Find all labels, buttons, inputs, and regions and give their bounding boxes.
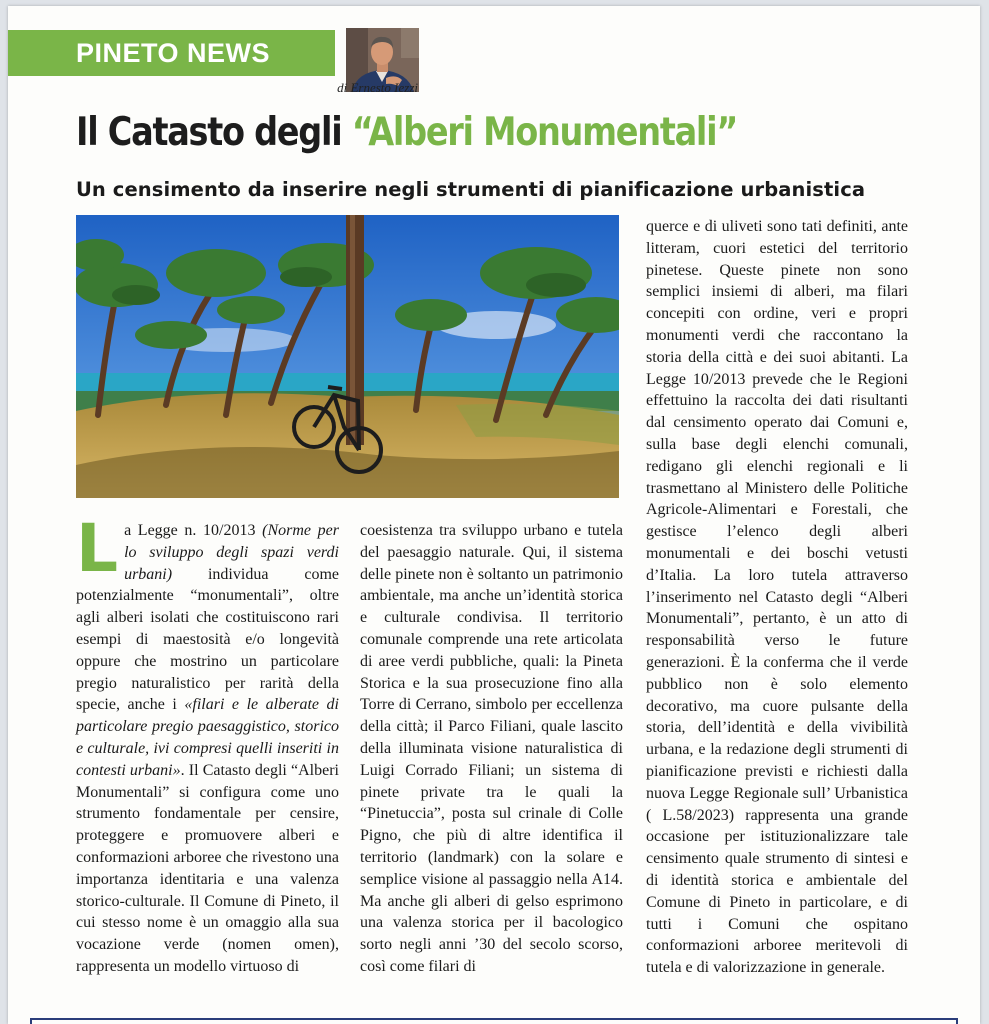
col1-text-b: . Il Catasto degli “Alberi Monumentali” si configura come uno strumento fondamentale per censire, proteggere e promuovere alberi e conformazioni arboree che rivestono una importanza identitaria e una valenza storico-culturale. Il Comune di Pineto, il cui stesso nome è un omaggio alla sua vocazione verde (nomen omen), rappresenta un modello virtuoso di [76,761,340,975]
pine-forest-photo [76,215,619,498]
title-accent: “Alberi Monumentali” [351,110,738,155]
law-quote-italic: «filari e le alberate di particolare pregio paesaggistico, storico e culturale, ivi compresi quelli inseriti in contesti urbani» [76,696,339,779]
intro-text: a Legge n. 10/2013 [124,522,263,539]
article-column-2 [360,520,623,978]
title-plain: Il Catasto degli [76,110,352,155]
col1-text-a: individua come potenzialmente “monumentali”, oltre agli alberi isolati che costituiscono rari esempi di maestosità e/o longevità oppure che mostrino un particolare pregio naturalistico per rarità della specie, anche i [76,565,339,714]
byline: di Ernesto Iezzi [337,80,418,95]
magazine-page [8,6,980,1024]
law-title-italic: (Norme per lo sviluppo degli spazi verdi urbani) [124,522,339,583]
drop-cap: L [76,510,119,587]
article-title [76,110,737,155]
article-paragraph-3: querce e di uliveti sono tati definiti, ante litteram, cuori estetici del territorio pinetese. Queste pinete non sono semplici insiemi di alberi, ma filari concepiti con ordine, veri e propri monumenti verdi che raccontano la storia della città e dei suoi abitanti. La Legge 10/2013 prevede che le Regioni effettuino la raccolta dei dati risultanti dal censimento operato dai Comuni e, sulla base degli elenchi comunali, redigano gli elenchi regionali e li trasmettano al Ministero delle Politiche Agricole-Alimentari e Forestali, che gestisce l’elenco degli alberi monumentali e dei boschi vetusti d’Italia. La loro tutela attraverso l’inserimento nel Catasto degli “Alberi Monumentali”, pertanto, è un atto di responsabilità verso le future generazioni. È la conferma che il verde pubblico non è solo elemento decorativo, ma cuore pulsante della storia, dell’identità e della vivibilità urbana, e la redazione degli strumenti di pianificazione previsti e richiesti dalla nuova Legge Regionale sull’ Urbanistica ( L.58/2023) rappresenta una grande occasione per istituzionalizzare tale censimento quale strumento di sintesi e di identità storica e ambientale del Comune di Pineto in particolare, e di tutti i Comuni che ospitano conformazioni arboree meritevoli di tutela e di valorizzazione in generale. [646,218,908,977]
article-column-1 [76,510,340,978]
bottom-frame [30,1018,958,1024]
section-banner: PINETO NEWS [8,30,335,76]
article-paragraph-1 [76,510,340,978]
article-subtitle: Un censimento da inserire negli strumenti di pianificazione urbanistica [76,178,866,201]
article-paragraph-2: coesistenza tra sviluppo urbano e tutela del paesaggio naturale. Qui, il sistema delle pinete non è soltanto un patrimonio ambientale, ma anche un’identità storica e culturale condivisa. Il territorio comunale comprende una rete articolata di aree verdi pubbliche, quali: la Pineta Storica e la sua prosecuzione fino alla Torre di Cerrano, simbolo per eccellenza della città; il Parco Filiani, quale lascito della illuminata visione naturalistica di Luigi Corrado Filiani; un sistema di pinete private tra le quali la “Pinetuccia”, posta sul crinale di Colle Pigno, che più di altre identifica il territorio (landmark) con la solare e semplice visione al passaggio nella A14. Ma anche gli alberi di gelso esprimono una valenza storica per il bacologico sorto negli anni ’30 del secolo scorso, così come filari di [360,522,623,975]
article-column-3 [646,216,908,979]
